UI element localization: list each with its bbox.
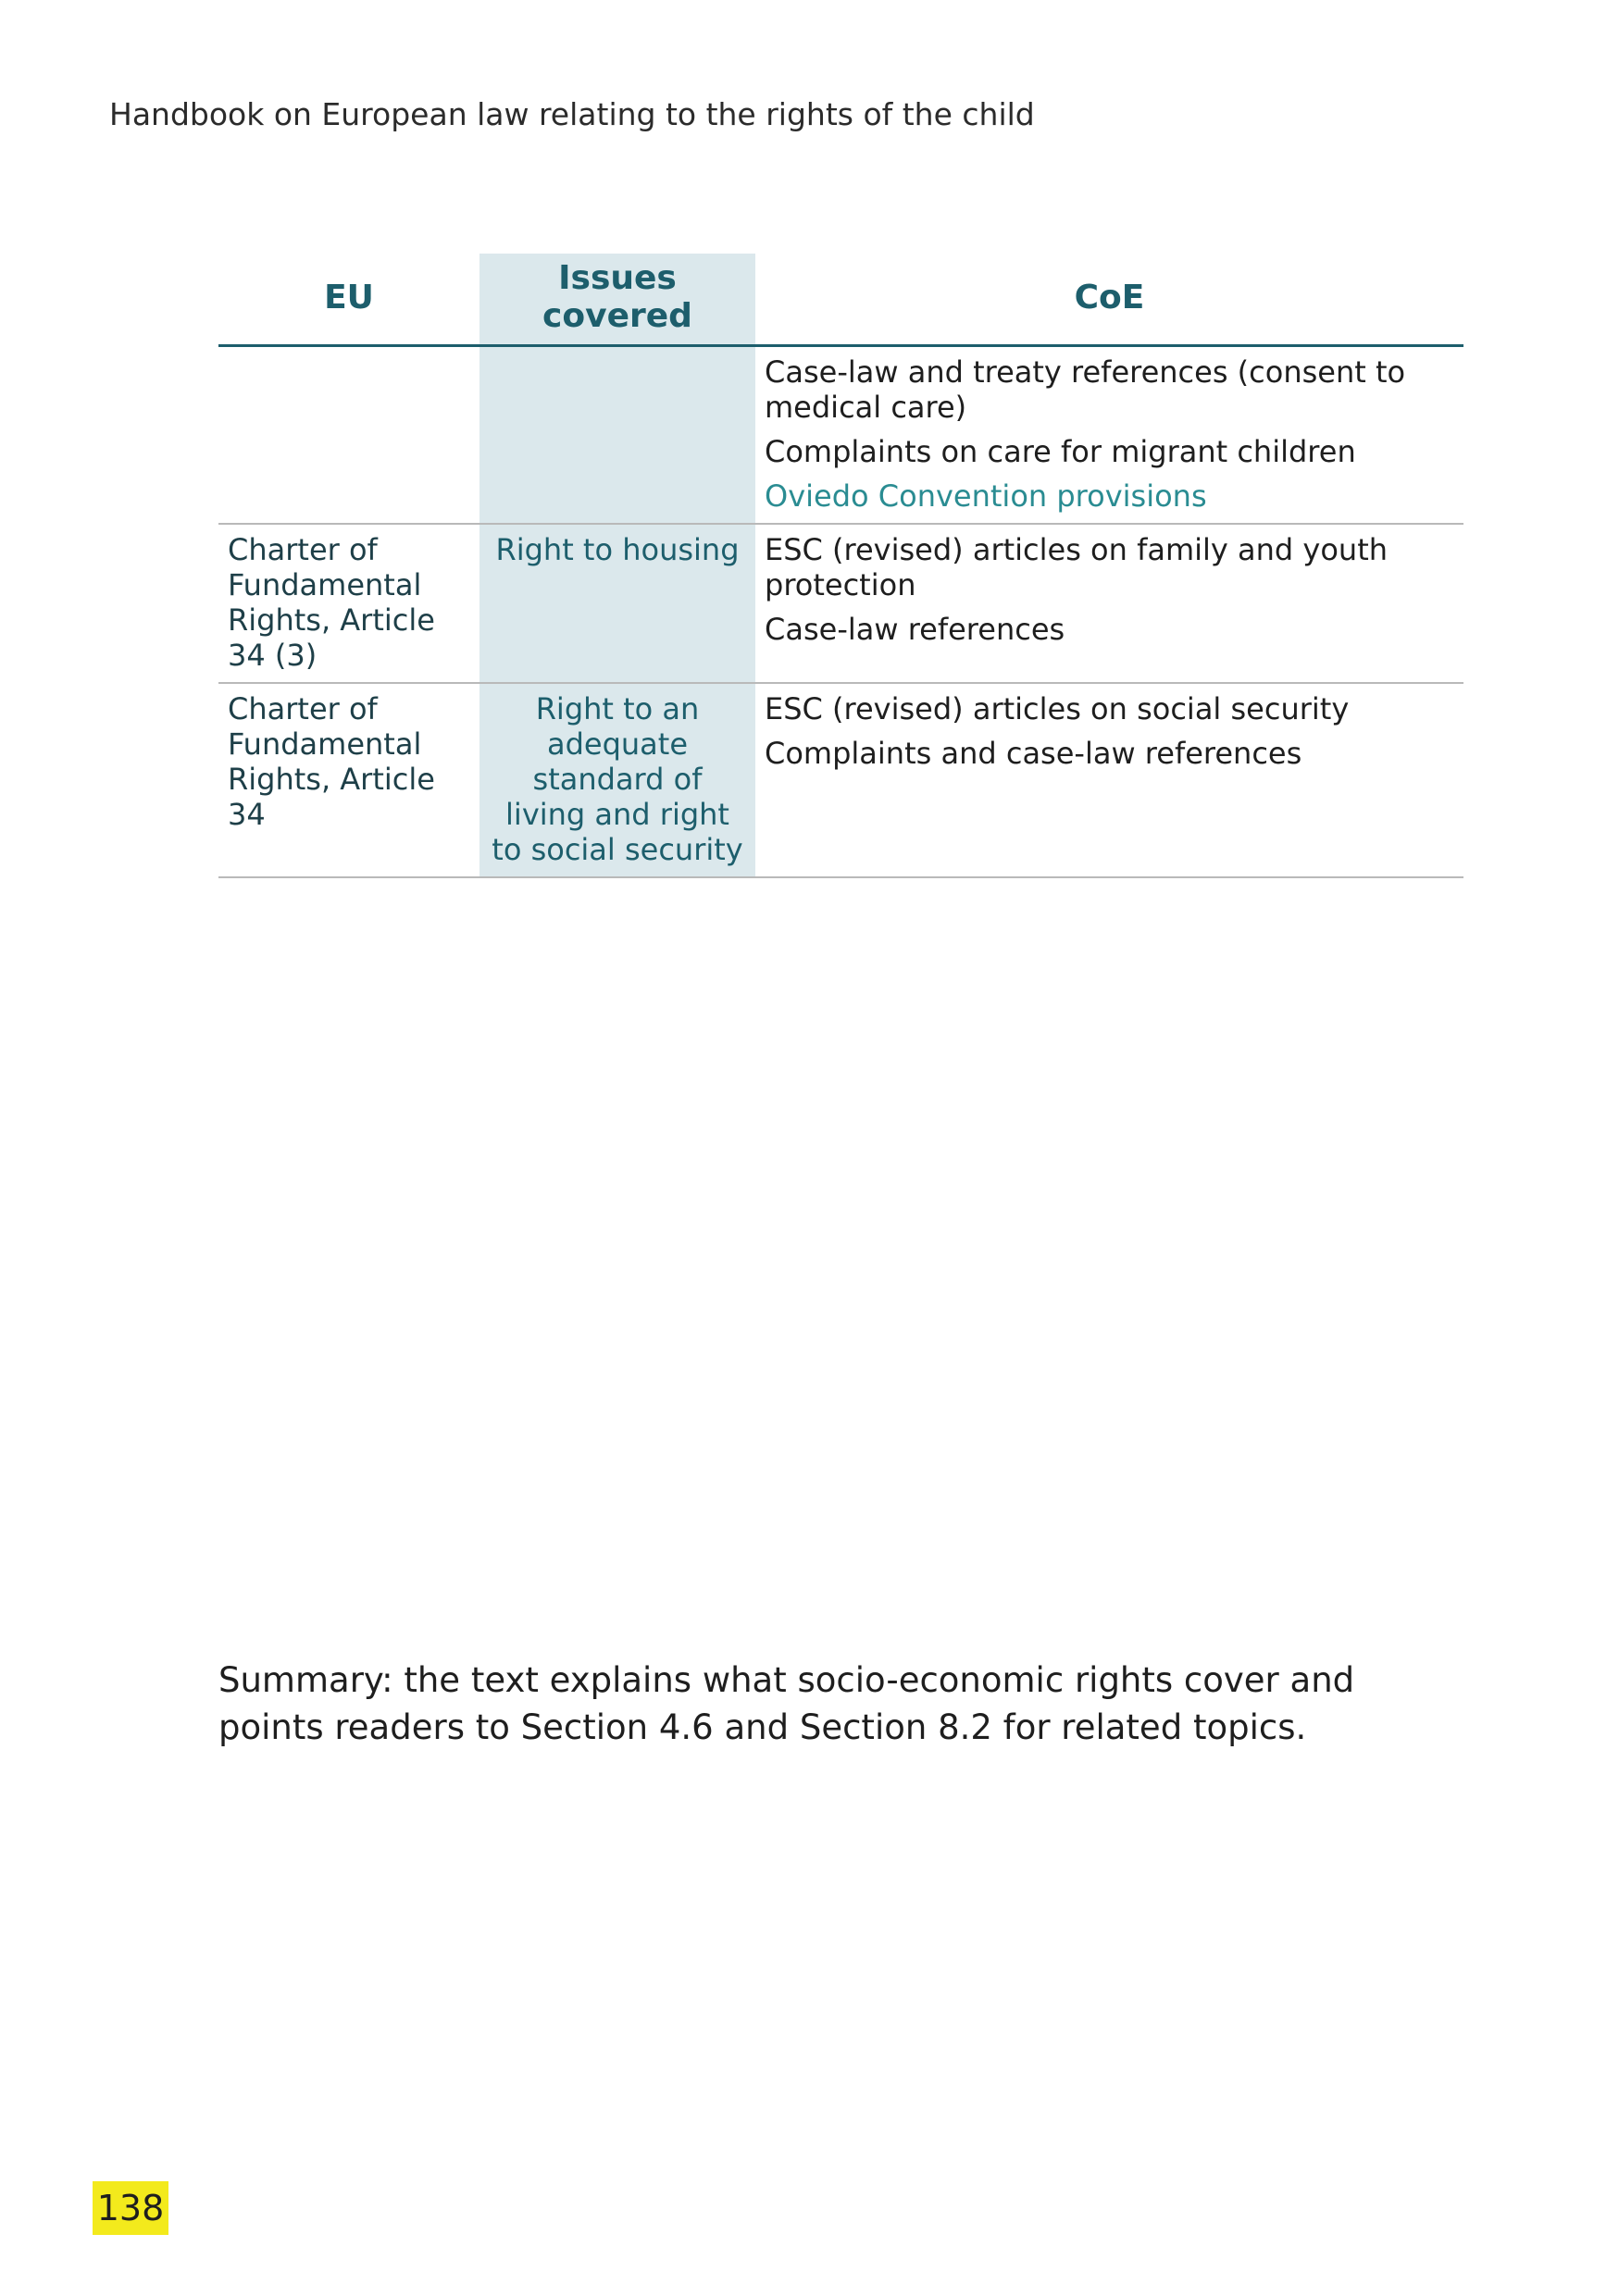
eu-cell: Charter of Fundamental Rights, Article 34 bbox=[228, 691, 435, 832]
issues-cell bbox=[479, 346, 755, 525]
coe-entry: Case-law and treaty references (consent to medical care) bbox=[765, 354, 1406, 425]
table-row bbox=[218, 683, 1463, 877]
coe-entry[interactable]: Oviedo Convention provisions bbox=[765, 478, 1207, 514]
page-number: 138 bbox=[93, 2181, 168, 2235]
coe-cell bbox=[755, 524, 1463, 683]
coe-entry: Case-law references bbox=[765, 612, 1065, 647]
eu-cell: Charter of Fundamental Rights, Article 34 (3) bbox=[228, 532, 435, 673]
coe-entry: ESC (revised) articles on social security bbox=[765, 691, 1350, 726]
header-coe: CoE bbox=[755, 254, 1463, 346]
issues-cell: Right to housing bbox=[479, 524, 755, 683]
coe-cell bbox=[755, 346, 1463, 525]
header-issues: Issues covered bbox=[479, 254, 755, 346]
coe-entry: ESC (revised) articles on family and youth protection bbox=[765, 532, 1389, 602]
running-header: Handbook on European law relating to the rights of the child bbox=[109, 96, 1035, 132]
body-paragraph: Summary: the text explains what socio-economic rights cover and points readers to Section 4.6 and Section 8.2 for related topics. bbox=[218, 1660, 1355, 1747]
issues-cell: Right to an adequate standard of living and right to social security bbox=[479, 683, 755, 877]
header-eu: EU bbox=[218, 254, 479, 346]
table-row bbox=[218, 524, 1463, 683]
table-row bbox=[218, 346, 1463, 525]
eu-cell bbox=[218, 346, 479, 525]
table-header-row bbox=[218, 254, 1463, 346]
reference-table bbox=[218, 254, 1463, 878]
coe-cell bbox=[755, 683, 1463, 877]
coe-entry: Complaints on care for migrant children bbox=[765, 434, 1356, 469]
coe-entry: Complaints and case-law references bbox=[765, 736, 1302, 771]
